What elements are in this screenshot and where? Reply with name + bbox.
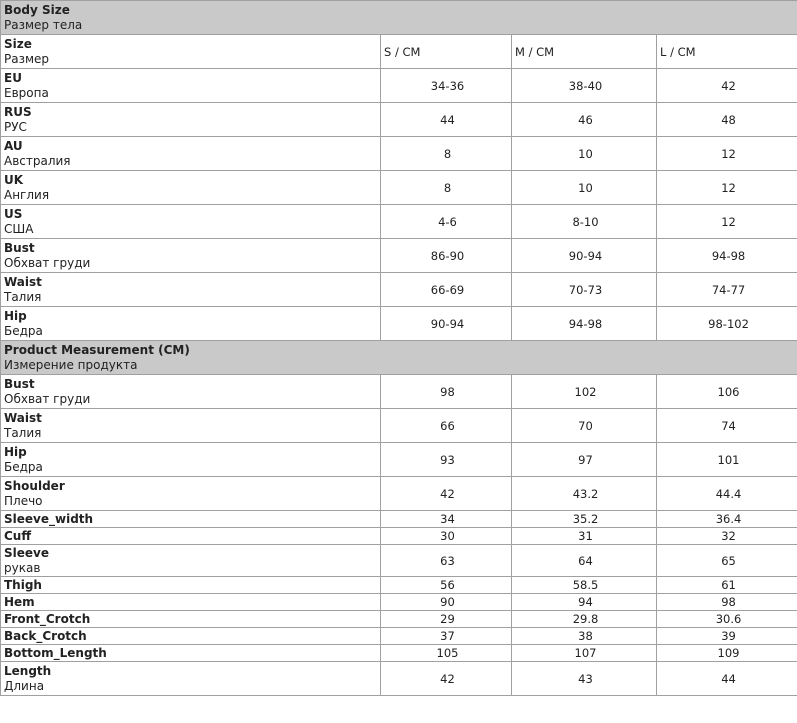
- value-cell-s: 34: [381, 511, 512, 528]
- value-cell-s: 4-6: [381, 205, 512, 239]
- value-cell-s: 30: [381, 528, 512, 545]
- value-cell-l: 98: [657, 594, 797, 611]
- table-row: [1, 511, 797, 528]
- row-label: RUS: [4, 104, 32, 119]
- row-label-cell: [1, 628, 381, 645]
- row-label-ru: Англия: [4, 187, 50, 202]
- value-cell-s: 29: [381, 611, 512, 628]
- value-cell-m: 90-94: [512, 239, 657, 273]
- row-label-cell: [1, 645, 381, 662]
- column-header-s: S / CM: [381, 35, 512, 69]
- table-row: [1, 545, 797, 577]
- row-label-cell: [1, 69, 381, 103]
- table-row: [1, 662, 797, 696]
- row-label: Length: [4, 663, 52, 678]
- value-cell-s: 90-94: [381, 307, 512, 341]
- value-cell-m: 94: [512, 594, 657, 611]
- row-label-cell: [1, 307, 381, 341]
- table-row: [1, 239, 797, 273]
- value-cell-m: 10: [512, 171, 657, 205]
- row-label: Waist: [4, 274, 42, 289]
- table-row: [1, 477, 797, 511]
- product-measurement-section-header: [1, 341, 797, 375]
- column-header-m: M / CM: [512, 35, 657, 69]
- value-cell-l: 98-102: [657, 307, 797, 341]
- table-row: [1, 375, 797, 409]
- value-cell-m: 107: [512, 645, 657, 662]
- value-cell-l: 74: [657, 409, 797, 443]
- row-label-cell: [1, 409, 381, 443]
- value-cell-l: 48: [657, 103, 797, 137]
- value-cell-l: 106: [657, 375, 797, 409]
- value-cell-m: 64: [512, 545, 657, 577]
- column-header-l: L / CM: [657, 35, 797, 69]
- table-row: [1, 69, 797, 103]
- value-cell-l: 44.4: [657, 477, 797, 511]
- value-cell-s: 90: [381, 594, 512, 611]
- value-cell-s: 42: [381, 662, 512, 696]
- row-label-ru: РУС: [4, 119, 27, 134]
- row-label-cell: [1, 511, 381, 528]
- value-cell-s: 56: [381, 577, 512, 594]
- row-label-ru: Обхват груди: [4, 255, 91, 270]
- body-size-title: Body Size: [4, 2, 70, 17]
- value-cell-m: 29.8: [512, 611, 657, 628]
- value-cell-l: 42: [657, 69, 797, 103]
- row-label-cell: [1, 103, 381, 137]
- value-cell-m: 8-10: [512, 205, 657, 239]
- value-cell-m: 94-98: [512, 307, 657, 341]
- value-cell-l: 12: [657, 171, 797, 205]
- value-cell-s: 42: [381, 477, 512, 511]
- row-label: Sleeve_width: [4, 511, 94, 526]
- row-label: Back_Crotch: [4, 628, 87, 643]
- value-cell-s: 8: [381, 137, 512, 171]
- row-label-cell: [1, 528, 381, 545]
- value-cell-s: 66: [381, 409, 512, 443]
- row-label-ru: Европа: [4, 85, 49, 100]
- value-cell-s: 86-90: [381, 239, 512, 273]
- table-row: [1, 273, 797, 307]
- value-cell-l: 109: [657, 645, 797, 662]
- row-label: Bust: [4, 240, 35, 255]
- value-cell-l: 30.6: [657, 611, 797, 628]
- row-label-ru: Длина: [4, 678, 45, 693]
- row-label-ru: Талия: [4, 425, 42, 440]
- value-cell-m: 70: [512, 409, 657, 443]
- row-label-ru: Обхват груди: [4, 391, 91, 406]
- row-label-cell: [1, 205, 381, 239]
- row-label: UK: [4, 172, 24, 187]
- value-cell-s: 98: [381, 375, 512, 409]
- table-row: [1, 594, 797, 611]
- row-label-ru: США: [4, 221, 34, 236]
- table-row: [1, 409, 797, 443]
- table-row: [1, 137, 797, 171]
- row-label: Hip: [4, 308, 27, 323]
- row-label-cell: [1, 137, 381, 171]
- size-header-label-cell: [1, 35, 381, 69]
- row-label: EU: [4, 70, 22, 85]
- value-cell-s: 34-36: [381, 69, 512, 103]
- row-label-ru: рукав: [4, 560, 41, 575]
- product-title-cell: [1, 341, 797, 375]
- product-measurement-title-ru: Измерение продукта: [4, 357, 138, 372]
- row-label-ru: Бедра: [4, 323, 43, 338]
- value-cell-l: 36.4: [657, 511, 797, 528]
- body-size-title-ru: Размер тела: [4, 17, 83, 32]
- row-label-cell: [1, 375, 381, 409]
- table-row: [1, 171, 797, 205]
- value-cell-m: 38: [512, 628, 657, 645]
- value-cell-s: 63: [381, 545, 512, 577]
- value-cell-s: 105: [381, 645, 512, 662]
- value-cell-m: 70-73: [512, 273, 657, 307]
- row-label: Hip: [4, 444, 27, 459]
- row-label: US: [4, 206, 23, 221]
- value-cell-s: 44: [381, 103, 512, 137]
- value-cell-m: 38-40: [512, 69, 657, 103]
- value-cell-l: 32: [657, 528, 797, 545]
- row-label-cell: [1, 239, 381, 273]
- row-label-cell: [1, 443, 381, 477]
- row-label-cell: [1, 611, 381, 628]
- value-cell-s: 37: [381, 628, 512, 645]
- row-label: Hem: [4, 594, 35, 609]
- row-label: Front_Crotch: [4, 611, 91, 626]
- value-cell-l: 12: [657, 137, 797, 171]
- table-row: [1, 611, 797, 628]
- value-cell-s: 93: [381, 443, 512, 477]
- row-label: Cuff: [4, 528, 32, 543]
- table-row: [1, 577, 797, 594]
- value-cell-l: 74-77: [657, 273, 797, 307]
- value-cell-m: 35.2: [512, 511, 657, 528]
- row-label-cell: [1, 577, 381, 594]
- row-label-ru: Талия: [4, 289, 42, 304]
- value-cell-s: 8: [381, 171, 512, 205]
- value-cell-m: 58.5: [512, 577, 657, 594]
- value-cell-l: 65: [657, 545, 797, 577]
- row-label: Sleeve: [4, 545, 49, 560]
- row-label: Bust: [4, 376, 35, 391]
- value-cell-l: 44: [657, 662, 797, 696]
- value-cell-m: 10: [512, 137, 657, 171]
- value-cell-l: 12: [657, 205, 797, 239]
- row-label-cell: [1, 171, 381, 205]
- value-cell-l: 61: [657, 577, 797, 594]
- body-size-section-header: [1, 1, 797, 35]
- value-cell-l: 39: [657, 628, 797, 645]
- value-cell-l: 94-98: [657, 239, 797, 273]
- value-cell-s: 66-69: [381, 273, 512, 307]
- table-row: [1, 528, 797, 545]
- value-cell-m: 46: [512, 103, 657, 137]
- table-row: [1, 645, 797, 662]
- row-label-cell: [1, 662, 381, 696]
- row-label-cell: [1, 545, 381, 577]
- value-cell-m: 43: [512, 662, 657, 696]
- row-label-cell: [1, 477, 381, 511]
- table-row: [1, 443, 797, 477]
- row-label: AU: [4, 138, 23, 153]
- size-header-label-ru: Размер: [4, 51, 50, 66]
- table-row: [1, 103, 797, 137]
- table-row: [1, 628, 797, 645]
- size-header-label: Size: [4, 36, 32, 51]
- row-label: Thigh: [4, 577, 42, 592]
- row-label: Shoulder: [4, 478, 65, 493]
- row-label-cell: [1, 594, 381, 611]
- row-label: Waist: [4, 410, 42, 425]
- product-measurement-title: Product Measurement (CM): [4, 342, 190, 357]
- value-cell-m: 97: [512, 443, 657, 477]
- value-cell-l: 101: [657, 443, 797, 477]
- row-label: Bottom_Length: [4, 645, 107, 660]
- value-cell-m: 102: [512, 375, 657, 409]
- row-label-ru: Австралия: [4, 153, 71, 168]
- row-label-ru: Бедра: [4, 459, 43, 474]
- size-header-row: [1, 35, 797, 69]
- value-cell-m: 43.2: [512, 477, 657, 511]
- row-label-ru: Плечо: [4, 493, 43, 508]
- table-row: [1, 307, 797, 341]
- body-size-title-cell: [1, 1, 797, 35]
- table-row: [1, 205, 797, 239]
- row-label-cell: [1, 273, 381, 307]
- value-cell-m: 31: [512, 528, 657, 545]
